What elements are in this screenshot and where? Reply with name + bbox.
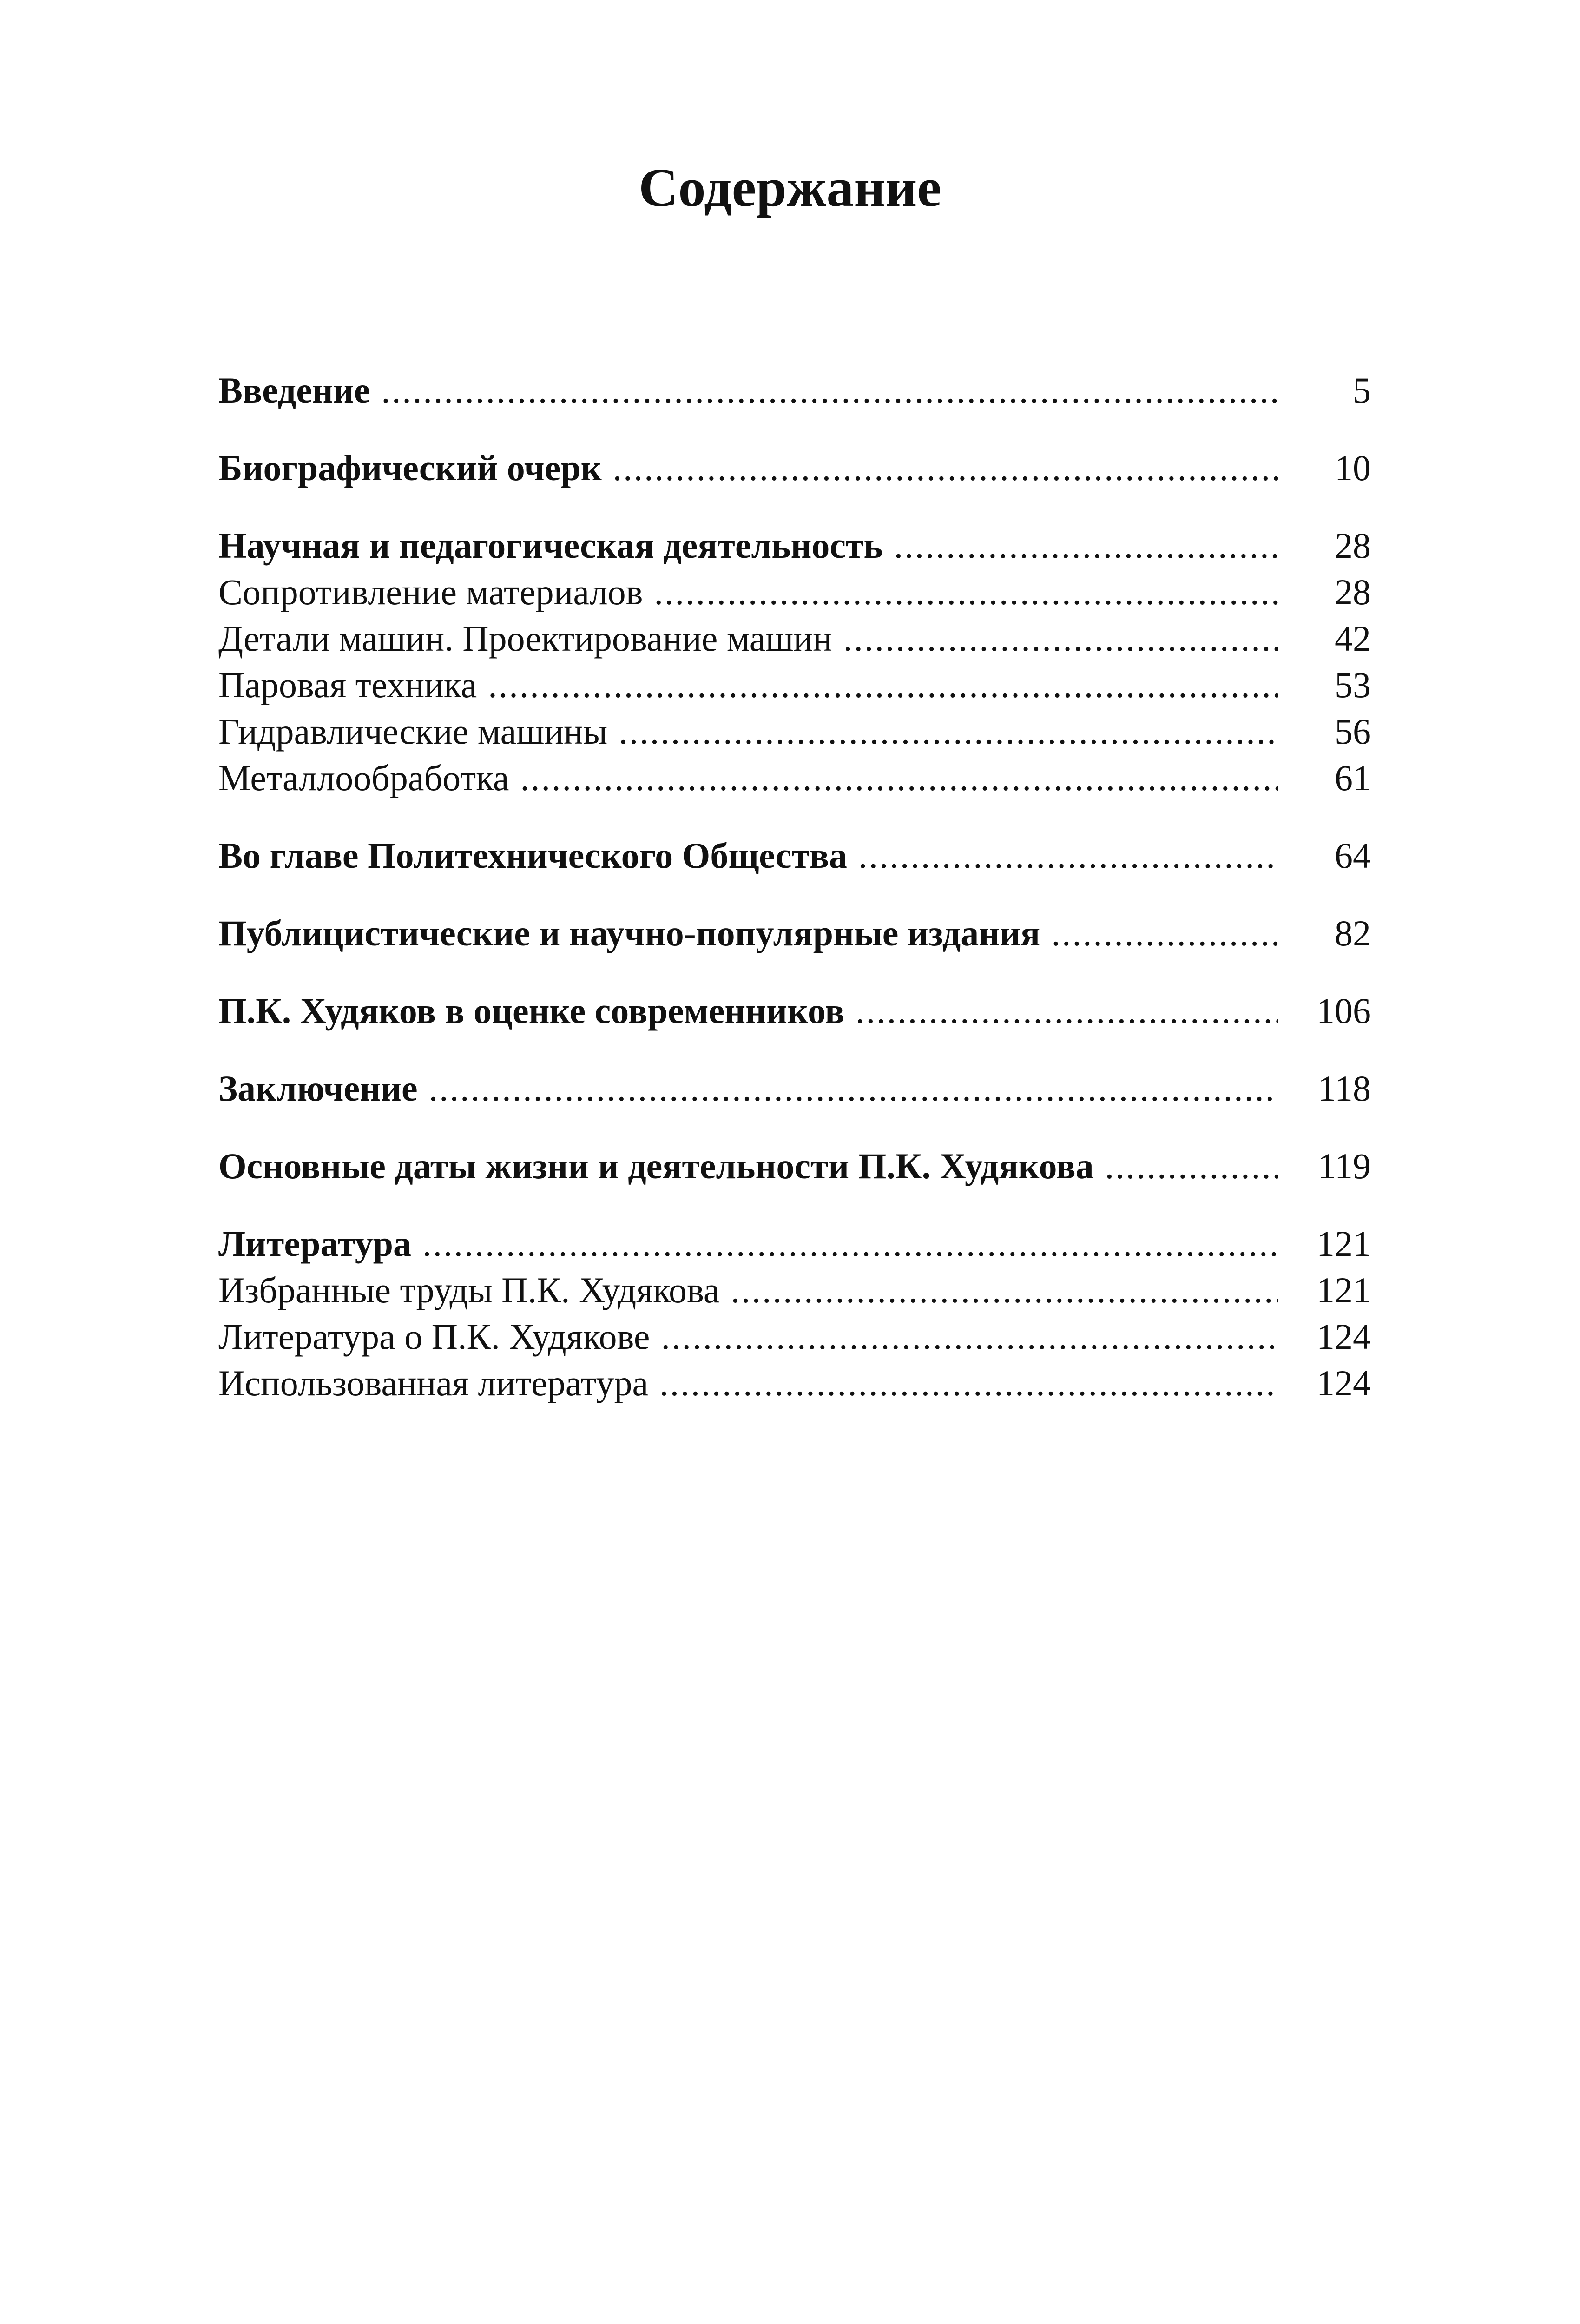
toc-entry-title: Литература о П.К. Худякове [218,1316,650,1357]
dot-leader [858,832,1278,879]
toc-page-number: 119 [1317,1146,1371,1186]
toc-entry-title: Избранные труды П.К. Худякова [218,1270,720,1310]
toc-entry [218,1221,1371,1267]
toc-entry-title: Литература [218,1223,412,1264]
dot-leader [731,1267,1278,1314]
page-title: Содержание [639,157,941,218]
toc-page-number: 61 [1335,758,1371,798]
toc-page-number: 64 [1335,835,1371,876]
toc-entry-title: Основные даты жизни и деятельности П.К. Худякова [218,1146,1094,1186]
toc-entry-title: П.К. Худяков в оценке современников [218,990,845,1031]
toc-page-number: 28 [1335,525,1371,566]
toc-entry [218,367,1371,414]
toc-page-number: 118 [1317,1068,1371,1109]
dot-leader [613,445,1278,491]
dot-leader [429,1065,1278,1112]
toc-page-number: 82 [1335,913,1371,953]
toc-page-number: 5 [1353,370,1371,410]
toc-entry [218,445,1371,491]
toc-entry [218,988,1371,1034]
toc-entry-title: Использованная литература [218,1363,649,1403]
toc-page-number: 28 [1335,572,1371,612]
toc-entry [218,910,1371,957]
dot-leader [520,755,1278,801]
toc-entry [218,662,1371,708]
toc-entry-title: Публицистические и научно-популярные издания [218,913,1040,953]
dot-leader [422,1221,1278,1267]
toc-page-number: 53 [1335,665,1371,705]
dot-leader [856,988,1278,1034]
toc-page-number: 42 [1335,618,1371,659]
toc-page-number: 121 [1317,1223,1371,1264]
toc-entry [218,755,1371,801]
dot-leader [488,662,1278,708]
toc-entry-title: Детали машин. Проектирование машин [218,618,832,659]
toc-entry [218,708,1371,755]
toc-entry [218,615,1371,662]
toc-entry [218,1065,1371,1112]
toc-entry-title: Биографический очерк [218,448,602,488]
dot-leader [619,708,1278,755]
toc-entry [218,522,1371,569]
dot-leader [381,367,1278,414]
toc-page-number: 124 [1317,1316,1371,1357]
toc-page-number: 56 [1335,711,1371,752]
toc-entry-title: Металлообработка [218,758,509,798]
dot-leader [843,615,1278,662]
dot-leader [659,1360,1278,1406]
toc-entry [218,1267,1371,1314]
dot-leader [654,569,1278,615]
dot-leader [1051,910,1278,957]
toc-entry [218,832,1371,879]
toc-entry [218,1360,1371,1406]
toc-entry-title: Заключение [218,1068,418,1109]
table-of-contents [218,367,1371,1406]
toc-entry-title: Гидравлические машины [218,711,608,752]
toc-page-number: 10 [1335,448,1371,488]
toc-entry-title: Паровая техника [218,665,477,705]
dot-leader [661,1314,1278,1360]
toc-entry-title: Во главе Политехнического Общества [218,835,847,876]
toc-page-number: 121 [1317,1270,1371,1310]
dot-leader [894,522,1278,569]
toc-entry [218,569,1371,615]
toc-entry [218,1143,1371,1189]
toc-entry-title: Научная и педагогическая деятельность [218,525,883,566]
toc-entry-title: Введение [218,370,370,410]
toc-entry [218,1314,1371,1360]
toc-entry-title: Сопротивление материалов [218,572,643,612]
toc-page-number: 124 [1317,1363,1371,1403]
dot-leader [1105,1143,1278,1189]
toc-page-number: 106 [1317,990,1371,1031]
